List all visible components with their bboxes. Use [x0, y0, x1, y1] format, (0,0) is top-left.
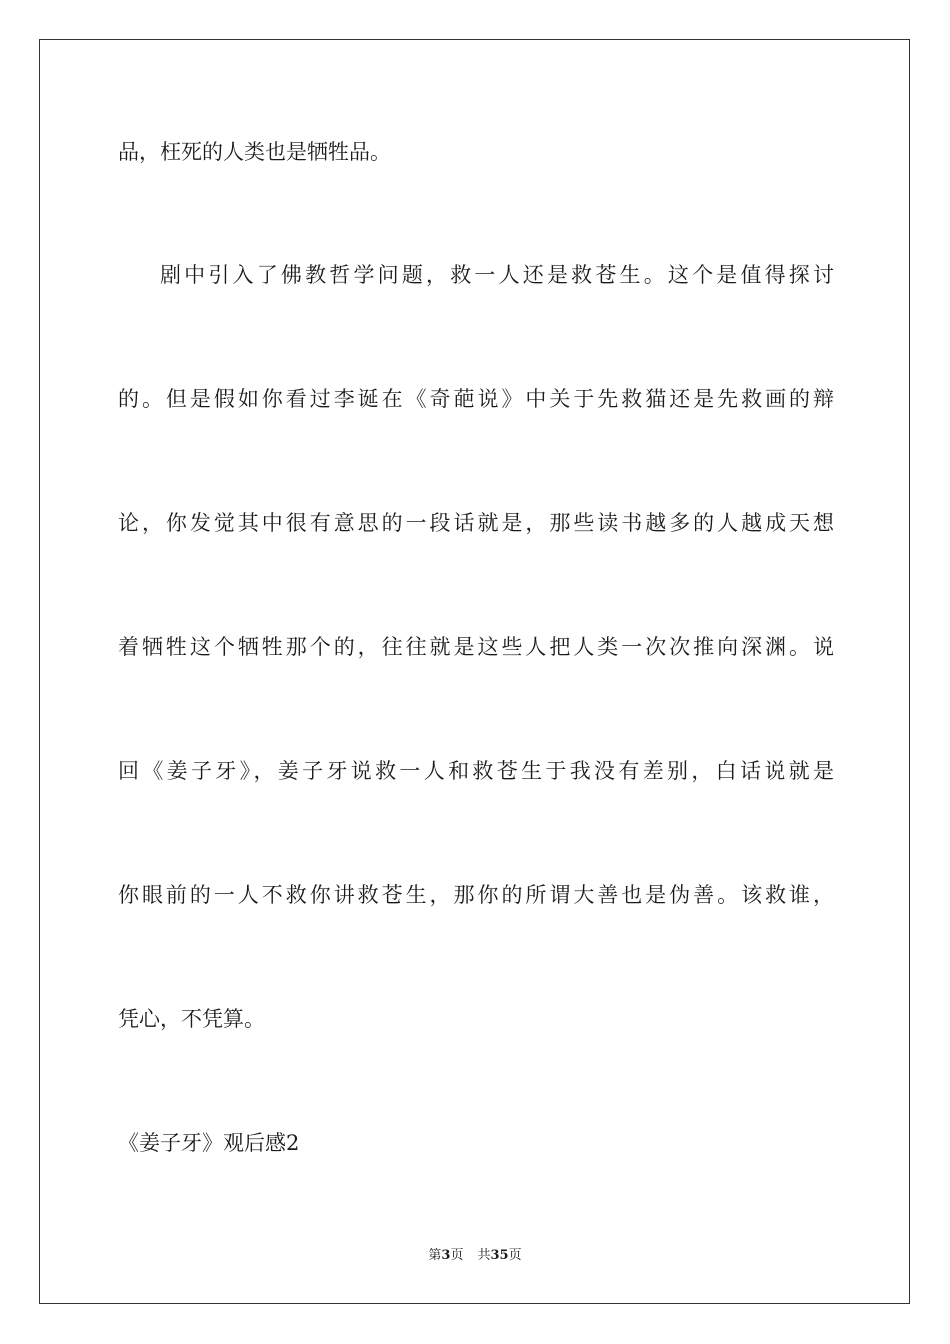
page-border — [39, 39, 910, 1304]
footer-page-suffix: 页 — [450, 1248, 464, 1263]
section-heading: 《姜子牙》观后感2 — [118, 1131, 300, 1155]
footer-page-prefix: 第 — [428, 1248, 442, 1263]
body-line-3: 的。但是假如你看过李诞在《奇葩说》中关于先救猫还是先救画的辩 — [118, 387, 834, 411]
body-line-5: 着牺牲这个牺牲那个的，往往就是这些人把人类一次次推向深渊。说 — [118, 635, 834, 659]
body-line-4: 论，你发觉其中很有意思的一段话就是，那些读书越多的人越成天想 — [118, 511, 834, 535]
body-line-2: 剧中引入了佛教哲学问题，救一人还是救苍生。这个是值得探讨 — [160, 263, 834, 287]
body-line-8: 凭心，不凭算。 — [118, 1007, 265, 1031]
body-line-6: 回《姜子牙》，姜子牙说救一人和救苍生于我没有差别，白话说就是 — [118, 759, 834, 783]
footer-page-number: 3 — [441, 1248, 451, 1263]
body-line-1: 品，枉死的人类也是牺牲品。 — [118, 140, 391, 164]
footer-total-suffix: 页 — [508, 1248, 522, 1263]
body-line-7: 你眼前的一人不救你讲救苍生，那你的所谓大善也是伪善。该救谁， — [118, 883, 834, 907]
footer-total-pages: 35 — [490, 1248, 509, 1263]
footer-total-prefix: 共 — [477, 1248, 491, 1263]
page-footer — [0, 1247, 950, 1265]
